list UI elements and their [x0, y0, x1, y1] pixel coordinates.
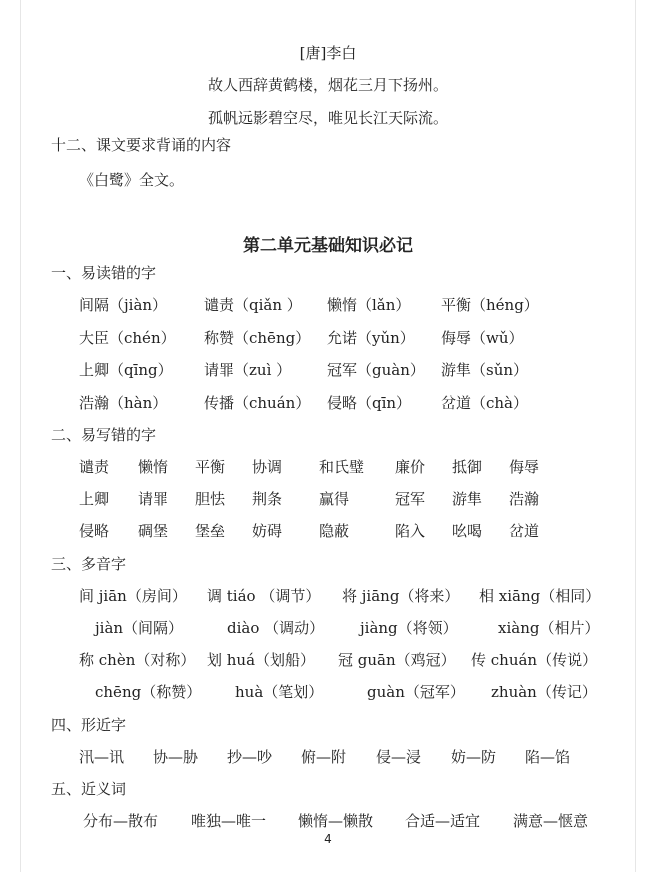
- word-item: 隐蔽: [319, 522, 350, 540]
- word-item: 传 chuán（传说）: [471, 651, 598, 669]
- word-item: 允诺（yǔn）: [327, 329, 415, 347]
- word-item: 赢得: [319, 490, 350, 508]
- word-item: 荆条: [252, 490, 283, 508]
- unit-title: 第二单元基础知识必记: [243, 236, 413, 256]
- word-item: jiàn（间隔）: [95, 619, 184, 637]
- section-12-heading: 十二、课文要求背诵的内容: [51, 136, 232, 154]
- word-item: 请罪（zuì ）: [204, 361, 292, 379]
- word-item: 抄—吵: [227, 748, 273, 766]
- word-item: 廉价: [395, 458, 426, 476]
- word-item: 妨—防: [451, 748, 497, 766]
- word-item: 协—胁: [153, 748, 199, 766]
- word-item: 和氏璧: [319, 458, 365, 476]
- word-item: 划 huá（划船）: [207, 651, 316, 669]
- word-item: 分布—散布: [83, 812, 159, 830]
- section-1-heading: 一、易读错的字: [51, 264, 157, 282]
- word-item: guàn（冠军）: [367, 683, 465, 701]
- word-item: huà（笔划）: [235, 683, 324, 701]
- word-item: 岔道（chà）: [441, 394, 529, 412]
- section-2-heading: 二、易写错的字: [51, 426, 157, 444]
- word-item: 吆喝: [452, 522, 483, 540]
- word-item: 上卿（qīng）: [79, 361, 173, 379]
- section-5-heading: 五、近义词: [51, 780, 127, 798]
- word-item: 岔道: [509, 522, 540, 540]
- section-12-content: 《白鹭》全文。: [79, 171, 185, 189]
- word-item: 妨碍: [252, 522, 283, 540]
- word-item: 谴责: [79, 458, 110, 476]
- word-item: 堡垒: [195, 522, 226, 540]
- word-item: 冠军（guàn）: [327, 361, 425, 379]
- word-item: 懒惰（lǎn）: [327, 296, 411, 314]
- word-item: 调 tiáo （调节）: [207, 587, 321, 605]
- poem-line-2: 孤帆远影碧空尽，唯见长江天际流。: [207, 109, 448, 127]
- word-item: 胆怯: [195, 490, 226, 508]
- word-item: 传播（chuán）: [204, 394, 311, 412]
- word-item: chēng（称赞）: [95, 683, 202, 701]
- word-item: 合适—适宜: [405, 812, 481, 830]
- page-number: 4: [324, 832, 332, 846]
- word-item: 称赞（chēng）: [204, 329, 311, 347]
- poem-author: [唐]李白: [299, 44, 357, 62]
- word-item: 平衡: [195, 458, 226, 476]
- word-item: 俯—附: [301, 748, 347, 766]
- word-item: 浩瀚（hàn）: [79, 394, 168, 412]
- word-item: jiàng（将领）: [360, 619, 458, 637]
- section-3-heading: 三、多音字: [51, 555, 127, 573]
- word-item: 陷—馅: [525, 748, 571, 766]
- word-item: 陷入: [395, 522, 426, 540]
- word-item: 游隼（sǔn）: [441, 361, 529, 379]
- poem-line-1: 故人西辞黄鹤楼，烟花三月下扬州。: [207, 76, 448, 94]
- word-item: 冠 guān（鸡冠）: [338, 651, 456, 669]
- word-item: 大臣（chén）: [79, 329, 176, 347]
- word-item: 浩瀚: [509, 490, 540, 508]
- word-item: 协调: [252, 458, 283, 476]
- word-item: 侵略: [79, 522, 110, 540]
- word-item: xiàng（相片）: [498, 619, 600, 637]
- word-item: 侵略（qīn）: [327, 394, 412, 412]
- word-item: 间隔（jiàn）: [79, 296, 168, 314]
- word-item: 懒惰: [138, 458, 169, 476]
- word-item: 冠军: [395, 490, 426, 508]
- word-item: 称 chèn（对称）: [79, 651, 196, 669]
- word-item: 碉堡: [138, 522, 169, 540]
- word-item: 侮辱: [509, 458, 540, 476]
- word-item: 唯独—唯一: [191, 812, 267, 830]
- word-item: 相 xiāng（相同）: [479, 587, 601, 605]
- word-item: 间 jiān（房间）: [79, 587, 187, 605]
- word-item: 请罪: [138, 490, 169, 508]
- word-item: 懒惰—懒散: [298, 812, 374, 830]
- word-item: zhuàn（传记）: [491, 683, 597, 701]
- word-item: 满意—惬意: [513, 812, 589, 830]
- word-item: 谴责（qiǎn ）: [204, 296, 302, 314]
- word-item: diào （调动）: [227, 619, 325, 637]
- word-item: 平衡（héng）: [441, 296, 539, 314]
- word-item: 抵御: [452, 458, 483, 476]
- word-item: 侵—浸: [376, 748, 422, 766]
- document-page: [20, 0, 636, 872]
- word-item: 将 jiāng（将来）: [342, 587, 460, 605]
- word-item: 上卿: [79, 490, 110, 508]
- word-item: 汛—讯: [79, 748, 125, 766]
- section-4-heading: 四、形近字: [51, 716, 127, 734]
- word-item: 游隼: [452, 490, 483, 508]
- word-item: 侮辱（wǔ）: [441, 329, 524, 347]
